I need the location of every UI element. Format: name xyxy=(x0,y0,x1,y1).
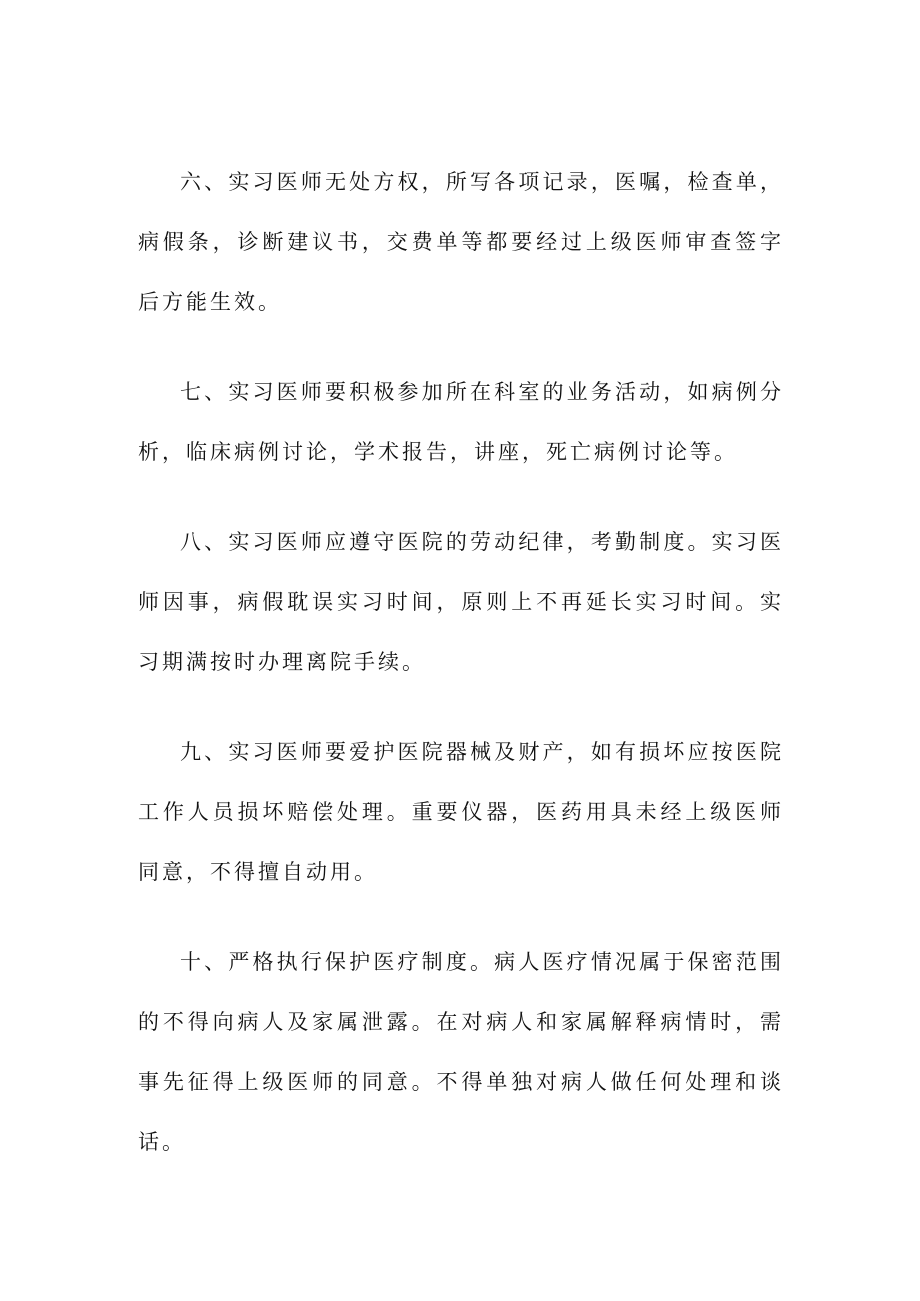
paragraph-rule-9: 九、实习医师要爱护医院器械及财产，如有损坏应按医院工作人员损坏赔偿处理。重要仪器，医药用具未经上级医师同意，不得擅自动用。 xyxy=(138,740,784,884)
paragraph-rule-10: 十、严格执行保护医疗制度。病人医疗情况属于保密范围的不得向病人及家属泄露。在对病人和家属解释病情时，需事先征得上级医师的同意。不得单独对病人做任何处理和谈话。 xyxy=(138,950,784,1154)
paragraph-rule-6: 六、实习医师无处方权，所写各项记录，医嘱，检查单，病假条，诊断建议书，交费单等都要经过上级医师审查签字后方能生效。 xyxy=(138,170,784,314)
paragraph-rule-8: 八、实习医师应遵守医院的劳动纪律，考勤制度。实习医师因事，病假耽误实习时间，原则上不再延长实习时间。实习期满按时办理离院手续。 xyxy=(138,530,784,674)
paragraph-rule-7: 七、实习医师要积极参加所在科室的业务活动，如病例分析，临床病例讨论，学术报告，讲座，死亡病例讨论等。 xyxy=(138,380,784,464)
document-body xyxy=(138,152,784,1202)
